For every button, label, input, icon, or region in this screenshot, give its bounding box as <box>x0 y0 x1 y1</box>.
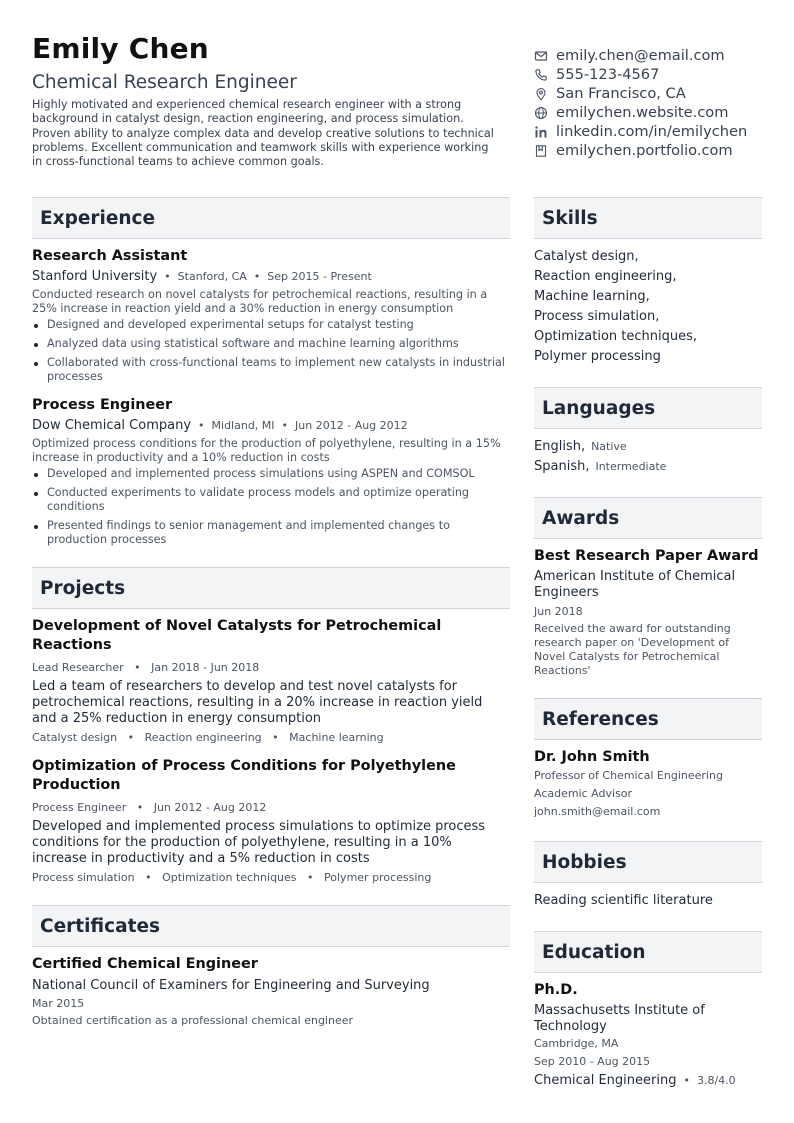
project-tags <box>32 730 510 745</box>
section-heading: Languages <box>534 387 762 429</box>
contact-text: linkedin.com/in/emilychen <box>556 123 748 140</box>
mail-icon <box>534 49 548 63</box>
reference-position: Professor of Chemical Engineering <box>534 769 723 782</box>
project-tag: Reaction engineering <box>144 731 262 744</box>
skill-item: Reaction engineering, <box>534 269 677 284</box>
job-dates: Jun 2012 - Aug 2012 <box>295 419 408 432</box>
project-description: Developed and implemented process simulations to optimize process conditions for the production of polyethylene, resulting in a 10% increase in productivity and a 5% reduction in costs <box>32 819 486 866</box>
contact-location <box>534 84 774 103</box>
education-section <box>534 931 762 1090</box>
job-company: Dow Chemical Company <box>32 418 192 433</box>
project-meta <box>32 800 510 815</box>
contact-list <box>534 46 774 160</box>
certificates-section <box>32 905 510 1028</box>
section-heading: References <box>534 698 762 740</box>
award-issuer: American Institute of Chemical Engineers <box>534 569 736 600</box>
bullet-item: Developed and implemented process simulations using ASPEN and COMSOL <box>32 467 510 481</box>
location-pin-icon <box>534 87 548 101</box>
separator-dot: • <box>136 801 144 814</box>
education-degree: Ph.D. <box>534 982 578 998</box>
project-tag: Polymer processing <box>324 871 432 884</box>
project-tag: Optimization techniques <box>162 871 297 884</box>
separator-dot: • <box>253 270 261 283</box>
award-description: Received the award for outstanding research paper on 'Development of Novel Catalysts for Petrochemical Reactions' <box>534 622 731 677</box>
project-tag: Catalyst design <box>32 731 118 744</box>
contact-linkedin[interactable] <box>534 122 774 141</box>
project-description: Led a team of researchers to develop and test novel catalysts for petrochemical reactions, resulting in a 20% increase in reaction yield and a 25% reduction in energy consumption <box>32 679 483 726</box>
left-column <box>32 197 510 1048</box>
job-bullets <box>32 467 510 547</box>
project-meta <box>32 660 510 675</box>
candidate-name: Emily Chen <box>32 32 209 65</box>
job-title: Research Assistant <box>32 248 188 264</box>
separator-dot: • <box>164 270 171 283</box>
resume-header <box>32 32 772 172</box>
project-dates: Jan 2018 - Jun 2018 <box>151 661 260 674</box>
separator-dot: • <box>127 731 135 744</box>
hobby-item: Reading scientific literature <box>534 893 713 908</box>
project-item <box>32 617 510 745</box>
separator-dot: • <box>198 419 205 432</box>
skills-section <box>534 197 762 367</box>
contact-text: 555-123-4567 <box>556 66 660 83</box>
skill-item: Optimization techniques, <box>534 329 698 344</box>
section-heading: Skills <box>534 197 762 239</box>
phone-icon <box>534 68 548 82</box>
project-dates: Jun 2012 - Aug 2012 <box>153 801 267 814</box>
education-field: Chemical Engineering <box>534 1073 677 1088</box>
job-meta <box>32 418 510 434</box>
experience-section <box>32 197 510 547</box>
project-tag: Process simulation <box>32 871 135 884</box>
education-gpa: 3.8/4.0 <box>696 1074 736 1087</box>
education-field-row <box>534 1071 762 1090</box>
experience-item <box>32 396 510 547</box>
job-company: Stanford University <box>32 269 158 284</box>
section-heading: Awards <box>534 497 762 539</box>
award-item <box>534 547 762 678</box>
job-description: Optimized process conditions for the production of polyethylene, resulting in a 15% increase in productivity and a 10% reduction in costs <box>32 437 501 464</box>
language-level: Intermediate <box>595 460 667 473</box>
job-location: Stanford, CA <box>177 270 247 283</box>
separator-dot: • <box>145 871 152 884</box>
education-location: Cambridge, MA <box>534 1037 619 1050</box>
language-item <box>534 457 762 477</box>
globe-icon <box>534 106 548 120</box>
bullet-item: Analyzed data using statistical software and machine learning algorithms <box>32 337 510 351</box>
awards-section <box>534 497 762 678</box>
education-school: Massachusetts Institute of Technology <box>534 1003 705 1034</box>
bullet-item: Designed and developed experimental setups for catalyst testing <box>32 318 510 332</box>
contact-text: emily.chen@email.com <box>556 47 725 64</box>
language-level: Native <box>591 440 627 453</box>
education-item <box>534 981 762 1090</box>
contact-text: emilychen.website.com <box>556 104 729 121</box>
language-item <box>534 437 762 457</box>
right-column <box>534 197 762 1110</box>
section-heading: Experience <box>32 197 510 239</box>
certificate-date: Mar 2015 <box>32 997 85 1010</box>
section-heading: Hobbies <box>534 841 762 883</box>
contact-email[interactable] <box>534 46 774 65</box>
project-role: Process Engineer <box>32 801 127 814</box>
job-dates: Sep 2015 - Present <box>267 270 372 283</box>
section-heading: Projects <box>32 567 510 609</box>
hobbies-section <box>534 841 762 911</box>
languages-section <box>534 387 762 477</box>
section-heading: Education <box>534 931 762 973</box>
certificate-description: Obtained certification as a professional chemical engineer <box>32 1014 354 1027</box>
project-tag: Machine learning <box>289 731 384 744</box>
separator-dot: • <box>134 661 141 674</box>
project-item <box>32 757 510 885</box>
bullet-item: Collaborated with cross-functional teams to implement new catalysts in industrial processes <box>32 356 510 384</box>
section-heading: Certificates <box>32 905 510 947</box>
project-title: Development of Novel Catalysts for Petrochemical Reactions <box>32 618 442 653</box>
reference-relationship: Academic Advisor <box>534 787 633 800</box>
project-tags <box>32 870 510 885</box>
reference-email[interactable]: john.smith@email.com <box>534 805 661 818</box>
bullet-item: Conducted experiments to validate process models and optimize operating conditions <box>32 486 510 514</box>
linkedin-icon <box>534 125 548 139</box>
separator-dot: • <box>272 731 279 744</box>
experience-item <box>32 247 510 384</box>
certificate-item <box>32 955 510 1028</box>
project-role: Lead Researcher <box>32 661 124 674</box>
skill-item: Machine learning, <box>534 289 650 304</box>
certificate-issuer: National Council of Examiners for Engineering and Surveying <box>32 978 430 993</box>
contact-text: emilychen.portfolio.com <box>556 142 733 159</box>
skill-item: Catalyst design, <box>534 249 639 264</box>
bullet-item: Presented findings to senior management and implemented changes to production processes <box>32 519 510 547</box>
job-bullets <box>32 318 510 384</box>
job-description: Conducted research on novel catalysts for petrochemical reactions, resulting in a 25% increase in reaction yield and a 30% reduction in energy consumption <box>32 288 488 315</box>
certificate-title: Certified Chemical Engineer <box>32 956 258 972</box>
job-title: Process Engineer <box>32 397 173 413</box>
separator-dot: • <box>307 871 314 884</box>
job-location: Midland, MI <box>211 419 275 432</box>
portfolio-icon <box>534 144 548 158</box>
reference-name: Dr. John Smith <box>534 749 650 765</box>
summary-paragraph: Highly motivated and experienced chemical research engineer with a strong background in catalyst design, reaction engineering, and process simulation. Proven ability to analyze complex data and develop creative solutions to technical problems. Excellent communication and teamwork skills with experience working in cross-functional teams to achieve common goals. <box>32 98 494 169</box>
contact-text: San Francisco, CA <box>556 85 686 102</box>
language-name: English, <box>534 439 586 454</box>
contact-website[interactable] <box>534 103 774 122</box>
award-date: Jun 2018 <box>534 605 583 618</box>
separator-dot: • <box>281 419 289 432</box>
reference-item <box>534 748 762 821</box>
separator-dot: • <box>683 1074 690 1087</box>
skill-item: Polymer processing <box>534 349 661 364</box>
skill-item: Process simulation, <box>534 309 660 324</box>
education-dates: Sep 2010 - Aug 2015 <box>534 1055 651 1068</box>
project-title: Optimization of Process Conditions for Polyethylene Production <box>32 758 456 793</box>
award-title: Best Research Paper Award <box>534 548 759 564</box>
contact-phone[interactable] <box>534 65 774 84</box>
language-name: Spanish, <box>534 459 590 474</box>
contact-portfolio[interactable] <box>534 141 774 160</box>
job-meta <box>32 269 510 285</box>
candidate-title: Chemical Research Engineer <box>32 72 297 93</box>
projects-section <box>32 567 510 885</box>
references-section <box>534 698 762 821</box>
